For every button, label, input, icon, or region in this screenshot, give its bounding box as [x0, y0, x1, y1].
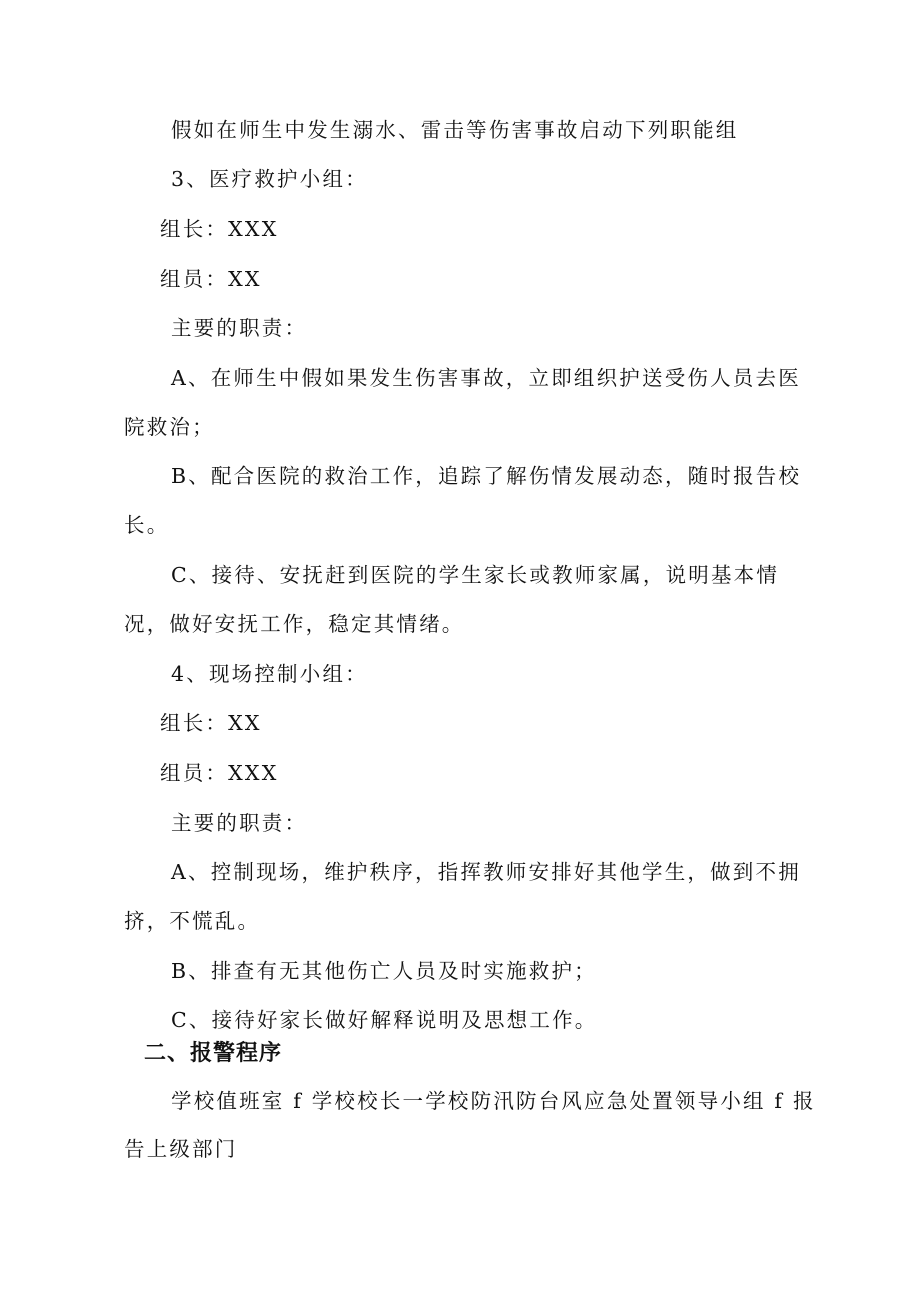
medical-duty-b-line-2: 长。 [124, 513, 170, 537]
site-duty-a-line-2: 挤，不慌乱。 [124, 909, 261, 933]
site-control-team-members: 组员：XXX [160, 761, 279, 785]
medical-duty-c-line-2: 况，做好安抚工作，稳定其情绪。 [124, 612, 465, 636]
site-control-duties-label: 主要的职责： [171, 811, 308, 835]
medical-duty-a-line-1: A、在师生中假如果发生伤害事故，立即组织护送受伤人员去医 [171, 366, 801, 390]
site-duty-b: B、排查有无其他伤亡人员及时实施救护； [171, 959, 597, 983]
medical-team-duties-label: 主要的职责： [171, 316, 308, 340]
site-control-team-title: 4、现场控制小组： [171, 662, 368, 686]
medical-team-leader: 组长：XXX [160, 217, 279, 241]
procedure-line-2: 告上级部门 [124, 1137, 238, 1161]
medical-duty-a-line-2: 院救治； [124, 415, 215, 439]
medical-duty-b-line-1: B、配合医院的救治工作，追踪了解伤情发展动态，随时报告校 [171, 464, 802, 488]
procedure-line-1: 学校值班室 f 学校校长一学校防汛防台风应急处置领导小组 f 报 [171, 1089, 816, 1113]
medical-team-title: 3、医疗救护小组： [171, 167, 368, 191]
section-heading: 二、报警程序 [144, 1041, 283, 1066]
medical-duty-c-line-1: C、接待、安抚赶到医院的学生家长或教师家属，说明基本情 [171, 563, 780, 587]
medical-team-members: 组员：XX [160, 267, 262, 291]
paragraph-intro: 假如在师生中发生溺水、雷击等伤害事故启动下列职能组 [171, 118, 739, 142]
site-duty-a-line-1: A、控制现场，维护秩序，指挥教师安排好其他学生，做到不拥 [171, 860, 801, 884]
site-control-team-leader: 组长：XX [160, 711, 262, 735]
site-duty-c: C、接待好家长做好解释说明及思想工作。 [171, 1008, 598, 1032]
